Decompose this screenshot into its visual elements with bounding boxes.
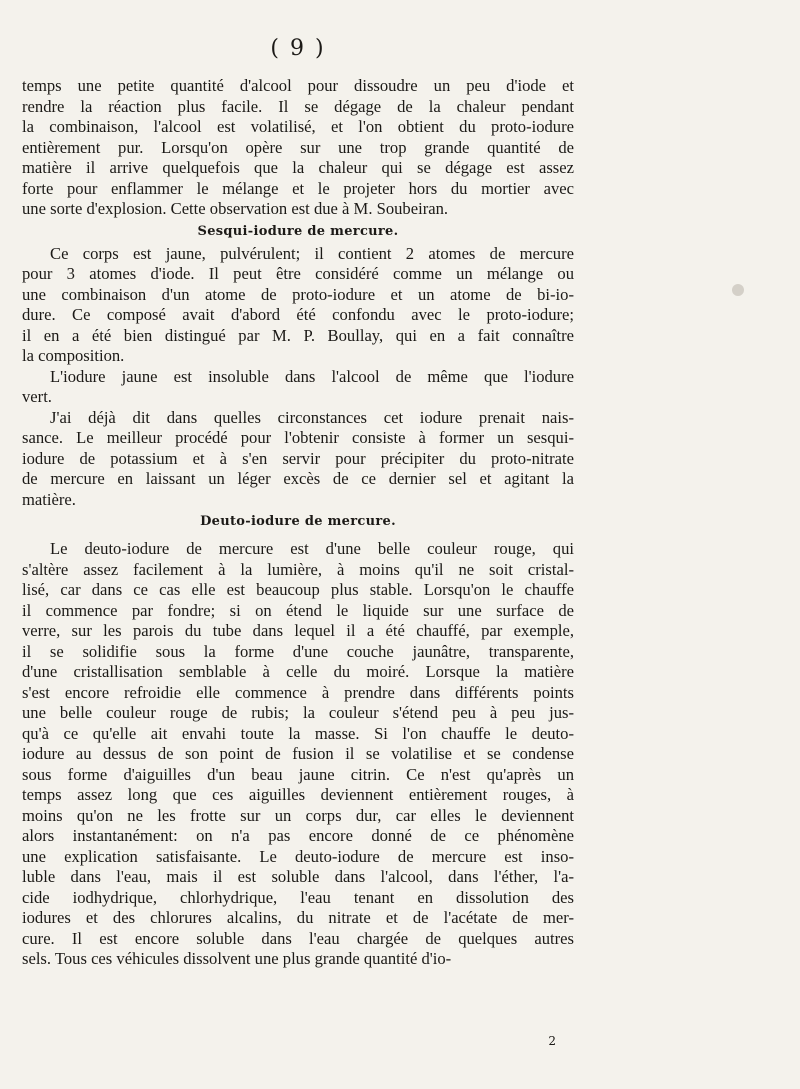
- text-line: iodure de potassium et à s'en servir pour précipiter du proto-nitrate: [22, 448, 574, 468]
- text-line: verre, sur les parois du tube dans lequel il a été chauffé, par exemple,: [22, 621, 574, 640]
- section-heading: Sesqui-iodure de mercure.: [197, 223, 399, 239]
- text-line: pour 3 atomes d'iode. Il peut être considéré comme un mélange ou: [22, 264, 574, 283]
- text-line: la combinaison, l'alcool est volatilisé, et l'on obtient du proto-iodure: [22, 117, 574, 136]
- text-line: matière.: [22, 489, 76, 509]
- text-line: une explication satisfaisante. Le deuto-iodure de mercure est inso-: [22, 846, 574, 866]
- text-line: cide iodhydrique, chlorhydrique, l'eau tenant en dissolution des: [22, 887, 574, 907]
- text-line: J'ai déjà dit dans quelles circonstances cet iodure prenait nais-: [50, 407, 574, 427]
- page-number: ( 9 ): [270, 36, 326, 61]
- text-line: lisé, car dans ce cas elle est beaucoup plus stable. Lorsqu'on le chauffe: [22, 580, 574, 599]
- text-line: il se solidifie sous la forme d'une couche jaunâtre, transparente,: [22, 641, 574, 661]
- text-line: temps une petite quantité d'alcool pour dissoudre un peu d'iode et: [22, 76, 574, 95]
- text-line: sels. Tous ces véhicules dissolvent une plus grande quantité d'io-: [22, 949, 452, 968]
- page-body: [22, 76, 574, 970]
- text-line: une belle couleur rouge de rubis; la couleur s'étend peu à peu jus-: [22, 703, 574, 722]
- text-line: entièrement pur. Lorsqu'on opère sur une trop grande quantité de: [22, 137, 574, 157]
- text-line: alors instantanément: on n'a pas encore donné de ce phénomène: [22, 826, 574, 845]
- text-line: sous forme d'aiguilles d'un beau jaune citrin. Ce n'est qu'après un: [22, 764, 574, 784]
- text-line: L'iodure jaune est insoluble dans l'alcool de même que l'iodure: [50, 366, 574, 386]
- paper-speck: [732, 284, 744, 296]
- text-line: iodures et des chlorures alcalins, du nitrate et de l'acétate de mer-: [22, 908, 574, 927]
- text-line: sance. Le meilleur procédé pour l'obtenir consiste à former un sesqui-: [22, 428, 574, 447]
- text-line: cure. Il est encore soluble dans l'eau chargée de quelques autres: [22, 928, 574, 948]
- signature-mark: 2: [548, 1034, 556, 1048]
- text-line: la composition.: [22, 346, 125, 365]
- text-line: s'est encore refroidie elle commence à prendre dans différents points: [22, 682, 574, 702]
- text-line: il en a été bien distingué par M. P. Boullay, qui en a fait connaître: [22, 325, 574, 345]
- text-line: qu'à ce qu'elle ait envahi toute la masse. Si l'on chauffe le deuto-: [22, 723, 574, 743]
- text-line: forte pour enflammer le mélange et le projeter hors du mortier avec: [22, 178, 574, 198]
- text-line: d'une cristallisation semblable à celle du moiré. Lorsque la matière: [22, 662, 574, 681]
- text-line: vert.: [22, 387, 52, 406]
- text-line: temps assez long que ces aiguilles deviennent entièrement rouges, à: [22, 785, 574, 804]
- text-line: moins qu'on ne les frotte sur un corps dur, car elles le deviennent: [22, 805, 574, 825]
- text-line: dure. Ce composé avait d'abord été confondu avec le proto-iodure;: [22, 305, 574, 324]
- text-line: une combinaison d'un atome de proto-iodure et un atome de bi-io-: [22, 284, 574, 304]
- text-line: luble dans l'eau, mais il est soluble dans l'alcool, dans l'éther, l'a-: [22, 867, 574, 886]
- text-line: il commence par fondre; si on étend le liquide sur une surface de: [22, 600, 574, 620]
- text-line: rendre la réaction plus facile. Il se dégage de la chaleur pendant: [22, 96, 574, 116]
- text-line: matière il arrive quelquefois que la chaleur qui se dégage est assez: [22, 158, 574, 177]
- text-line: Ce corps est jaune, pulvérulent; il contient 2 atomes de mercure: [50, 243, 574, 263]
- text-line: iodure au dessus de son point de fusion il se volatilise et se condense: [22, 744, 574, 763]
- text-line: de mercure en laissant un léger excès de ce dernier sel et agitant la: [22, 469, 574, 488]
- section-heading: Deuto-iodure de mercure.: [200, 514, 396, 529]
- text-line: Le deuto-iodure de mercure est d'une belle couleur rouge, qui: [50, 539, 574, 558]
- text-line: une sorte d'explosion. Cette observation est due à M. Soubeiran.: [22, 199, 449, 218]
- text-line: s'altère assez facilement à la lumière, à moins qu'il ne soit cristal-: [22, 559, 574, 579]
